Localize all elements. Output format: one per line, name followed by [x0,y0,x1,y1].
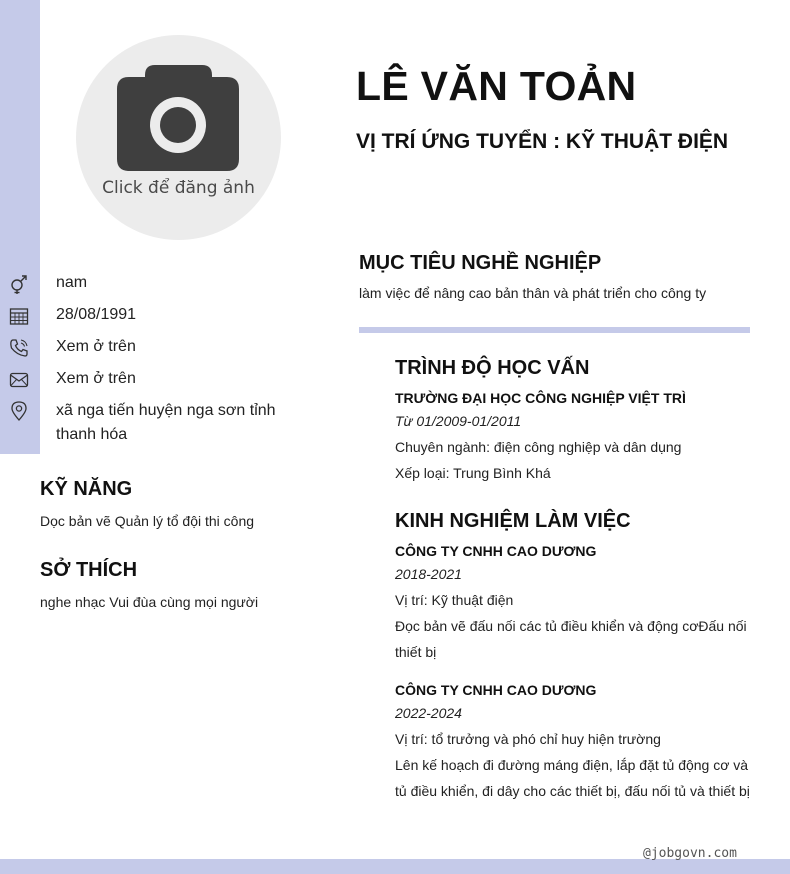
job-description: Lên kế hoạch đi đường máng điện, lắp đặt tủ động cơ và tủ điều khiển, đi dây cho các thiết bị, đấu nối tủ và thiết bị [395,757,750,799]
phone-value: Xem ở trên [56,338,136,355]
education-rank: Xếp loại: Trung Bình Khá [395,465,551,481]
candidate-name: LÊ VĂN TOẢN [356,63,637,109]
job-period: 2018-2021 [395,566,462,582]
hobbies-title: SỞ THÍCH [40,559,138,581]
education-period: Từ 01/2009-01/2011 [395,413,522,429]
job-role: Vị trí: tổ trưởng và phó chỉ huy hiện trường [395,731,661,747]
education-title: TRÌNH ĐỘ HỌC VẤN [395,357,590,379]
birthdate-value: 28/08/1991 [56,306,137,323]
location-pin-icon [9,401,29,421]
education-school: TRƯỜNG ĐẠI HỌC CÔNG NGHIỆP VIỆT TRÌ [395,390,686,406]
job-period: 2022-2024 [395,705,462,721]
email-value: Xem ở trên [56,370,136,387]
camera-icon [117,65,240,171]
experience-title: KINH NGHIỆM LÀM VIỆC [395,510,631,532]
skills-title: KỸ NĂNG [40,478,133,500]
education-major: Chuyên ngành: điện công nghiệp và dân dụng [395,439,682,455]
section-divider [359,327,750,333]
email-icon [9,370,29,390]
job-role: Vị trí: Kỹ thuật điện [395,592,514,608]
phone-icon [9,338,29,358]
gender-icon [9,274,29,294]
address-value: xã nga tiến huyện nga sơn tỉnh thanh hóa [56,402,276,443]
watermark: @jobgovn.com [643,846,737,861]
photo-upload[interactable] [76,35,281,240]
hobbies-text: nghe nhạc Vui đùa cùng mọi người [40,594,259,610]
gender-value: nam [56,274,88,291]
job-description: Đọc bản vẽ đấu nối các tủ điều khiển và động cơĐấu nối thiết bị [395,618,747,660]
applied-position: VỊ TRÍ ỨNG TUYỂN : KỸ THUẬT ĐIỆN [356,130,729,153]
job-company: CÔNG TY CNHH CAO DƯƠNG [395,682,597,698]
job-company: CÔNG TY CNHH CAO DƯƠNG [395,543,597,559]
photo-upload-label: Click để đăng ảnh [102,178,255,198]
bottom-accent-strip [0,859,790,874]
calendar-icon [9,306,29,326]
objective-text: làm việc để nâng cao bản thân và phát triển cho công ty [359,285,707,301]
skills-text: Dọc bản vẽ Quản lý tổ đội thi công [40,513,255,529]
objective-title: MỤC TIÊU NGHỀ NGHIỆP [359,252,602,274]
